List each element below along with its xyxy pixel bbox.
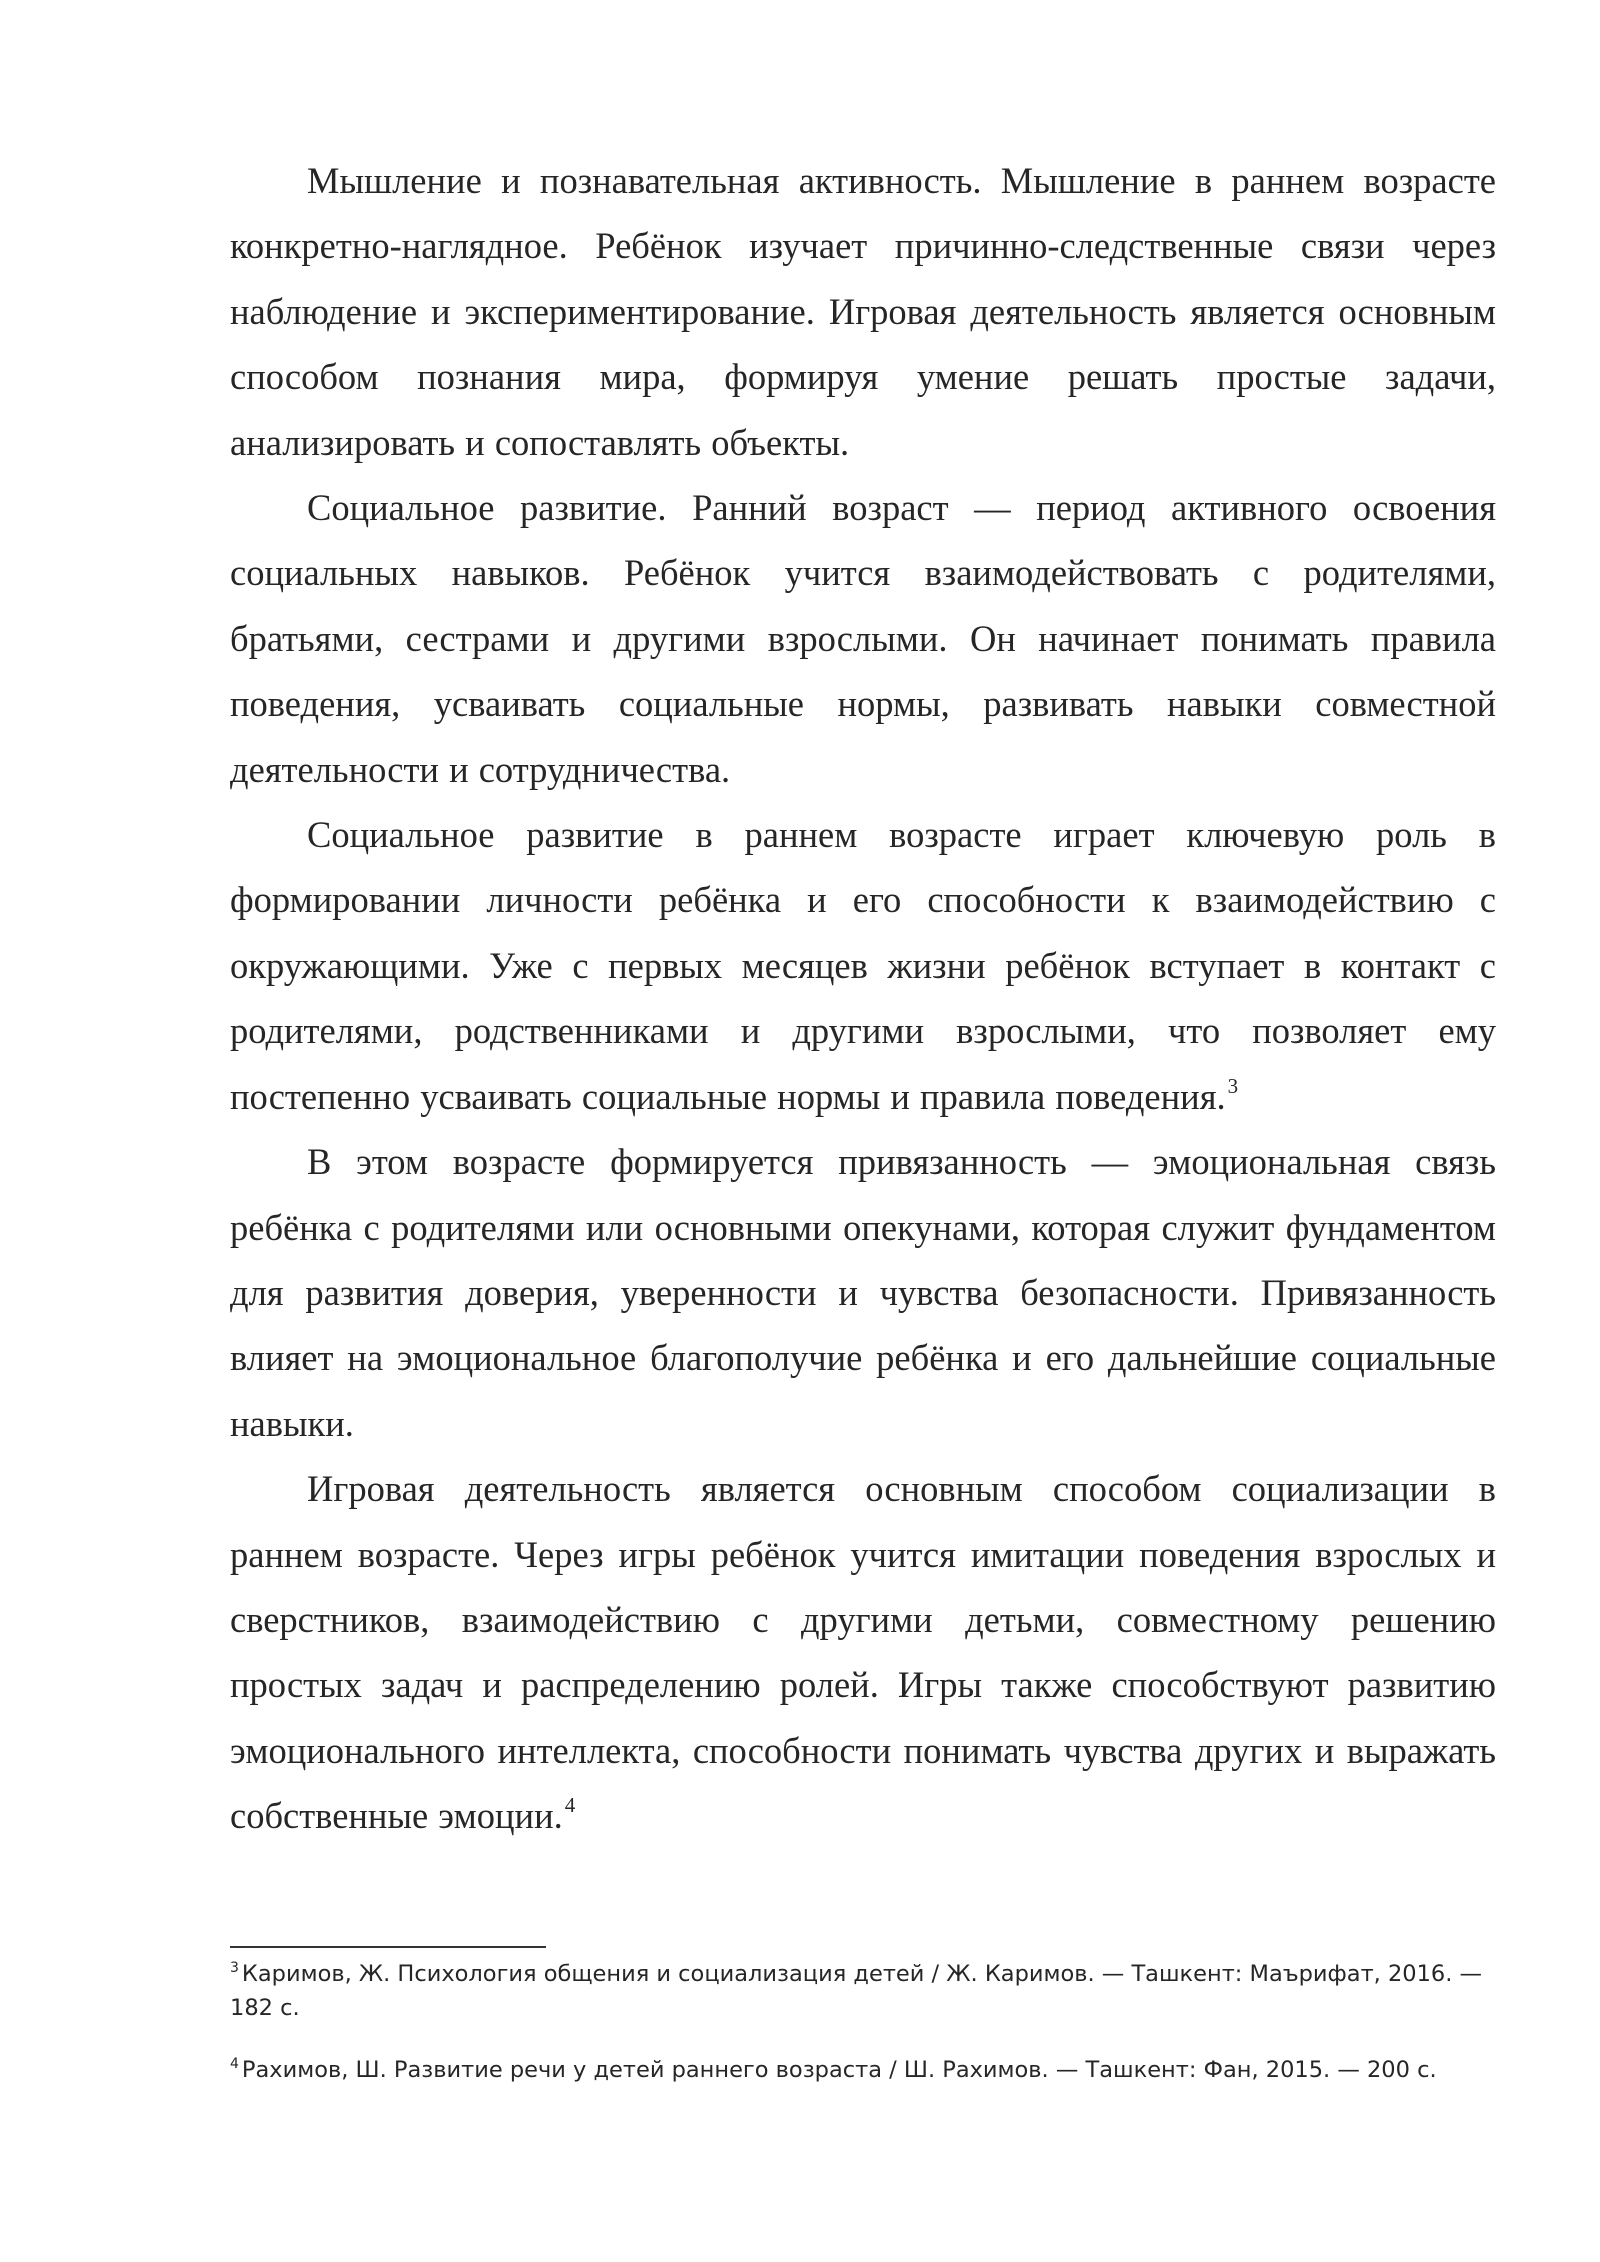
- footnote-text: Рахимов, Ш. Развитие речи у детей раннего возраста / Ш. Рахимов. — Ташкент: Фан, 2015. — 200 с.: [241, 2057, 1437, 2083]
- paragraph-text: Социальное развитие в раннем возрасте играет ключевую роль в формировании личности ребёнка и его способности к взаимодействию с окружающими. Уже с первых месяцев жизни ребёнок вступает в контакт с родителями, родственниками и другими взрослыми, что позволяет ему постепенно усваивать социальные нормы и правила поведения.: [230, 814, 1496, 1117]
- paragraph-social-development: [230, 475, 1496, 802]
- paragraph-text: Игровая деятельность является основным способом социализации в раннем возрасте. Через игры ребёнок учится имитации поведения взрослых и сверстников, взаимодействию с другими детьми, совместному решению простых задач и распределению ролей. Игры также способствуют развитию эмоционального интеллекта, способности понимать чувства других и выражать собственные эмоции.: [230, 1468, 1496, 1837]
- footnote-4: [230, 2053, 1496, 2087]
- footnote-number: 4: [230, 2056, 239, 2072]
- paragraph-text: Мышление и познавательная активность. Мышление в раннем возрасте конкретно-наглядное. Ребёнок изучает причинно-следственные связи через наблюдение и экспериментирование. Игровая деятельность является основным способом познания мира, формируя умение решать простые задачи, анализировать и сопоставлять объекты.: [230, 160, 1496, 463]
- footnotes-section: [230, 1957, 1496, 2115]
- footnote-reference-3[interactable]: 3: [1227, 1073, 1239, 1098]
- paragraph-text: Социальное развитие. Ранний возраст — период активного освоения социальных навыков. Ребёнок учится взаимодействовать с родителями, братьями, сестрами и другими взрослыми. Он начинает понимать правила поведения, усваивать социальные нормы, развивать навыки совместной деятельности и сотрудничества.: [230, 487, 1496, 790]
- paragraph-text: В этом возрасте формируется привязанность — эмоциональная связь ребёнка с родителями или основными опекунами, которая служит фундаментом для развития доверия, уверенности и чувства безопасности. Привязанность влияет на эмоциональное благополучие ребёнка и его дальнейшие социальные навыки.: [230, 1141, 1496, 1444]
- paragraph-play: [230, 1456, 1496, 1848]
- footnote-text: Каримов, Ж. Психология общения и социализация детей / Ж. Каримов. — Ташкент: Маърифат, 2016. — 182 с.: [230, 1961, 1483, 2021]
- footnote-reference-4[interactable]: 4: [564, 1793, 576, 1818]
- footnote-separator: [230, 1946, 546, 1948]
- document-body: [230, 148, 1496, 1849]
- footnote-number: 3: [230, 1960, 239, 1976]
- footnote-3: [230, 1957, 1496, 2025]
- paragraph-social-role: [230, 802, 1496, 1129]
- paragraph-thinking: [230, 148, 1496, 475]
- paragraph-attachment: [230, 1129, 1496, 1456]
